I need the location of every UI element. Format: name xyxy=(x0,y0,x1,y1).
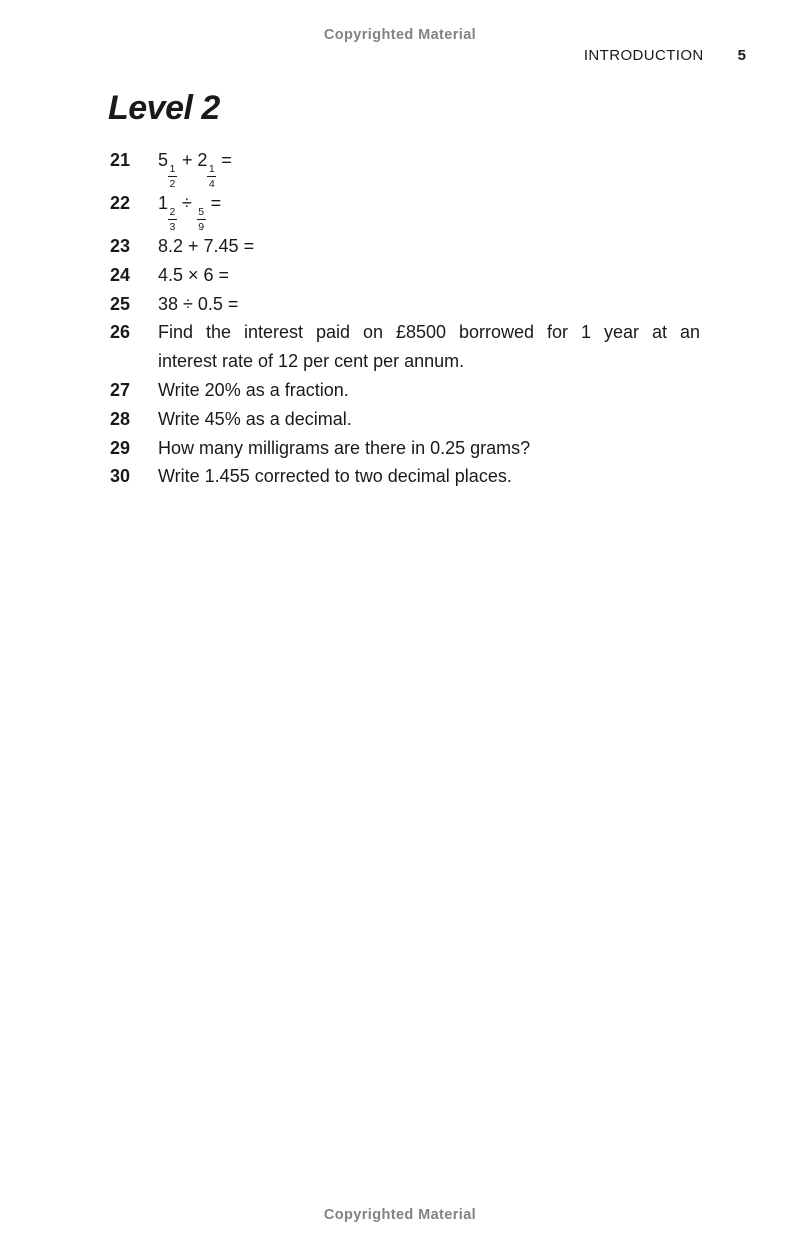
question-text: 1 $\frac{2}{3}$ ÷ $\frac{5}{9}$ = xyxy=(158,193,222,233)
running-header xyxy=(584,47,746,64)
question-text: 4.5 × 6 = xyxy=(158,264,230,285)
question-number: 29 xyxy=(110,437,131,458)
stacked-fraction: $\frac{1}{4}$ xyxy=(208,163,215,190)
question-text: 8.2 + 7.45 = xyxy=(158,236,255,256)
page-number: 5 xyxy=(737,47,746,64)
question-text: 38 ÷ 0.5 = xyxy=(158,293,239,314)
question-row xyxy=(110,405,700,434)
question-number: 28 xyxy=(110,408,131,429)
copyright-notice-top: Copyrighted Material xyxy=(323,27,477,43)
question-text: Write 20% as a fraction. xyxy=(158,379,349,400)
question-row xyxy=(110,146,700,189)
question-text: Write 45% as a decimal. xyxy=(158,408,352,429)
question-row xyxy=(110,318,700,376)
question-row xyxy=(110,189,700,232)
stacked-fraction: $\frac{2}{3}$ xyxy=(169,206,176,233)
question-text: Write 1.455 corrected to two decimal places. xyxy=(158,466,512,487)
question-list xyxy=(110,146,700,491)
question-row xyxy=(110,232,700,261)
question-number: 22 xyxy=(110,193,131,213)
question-row xyxy=(110,376,700,405)
question-text: 5 $\frac{1}{2}$ + 2 $\frac{1}{4}$ = xyxy=(158,150,232,190)
copyright-notice-bottom: Copyrighted Material xyxy=(323,1207,477,1223)
question-row xyxy=(110,261,700,290)
question-number: 30 xyxy=(110,466,131,487)
section-title: Level 2 xyxy=(108,89,220,127)
question-number: 21 xyxy=(110,150,131,170)
question-row xyxy=(110,462,700,491)
stacked-fraction: $\frac{1}{2}$ xyxy=(169,163,176,190)
question-number: 24 xyxy=(110,264,131,285)
justified-line: Find the interest paid on £8500 borrowed for 1 year at an xyxy=(158,322,700,343)
question-row xyxy=(110,290,700,319)
question-number: 26 xyxy=(110,322,131,343)
running-header-section: INTRODUCTION xyxy=(583,47,704,64)
question-text: Find the interest paid on £8500 borrowed for 1 year at an interest rate of 12 per cent per annum. xyxy=(158,318,700,376)
question-number: 23 xyxy=(110,236,131,256)
question-number: 25 xyxy=(110,293,131,314)
question-row xyxy=(110,434,700,463)
question-number: 27 xyxy=(110,379,131,400)
question-text: How many milligrams are there in 0.25 grams? xyxy=(158,437,531,458)
stacked-fraction: $\frac{5}{9}$ xyxy=(198,206,205,233)
